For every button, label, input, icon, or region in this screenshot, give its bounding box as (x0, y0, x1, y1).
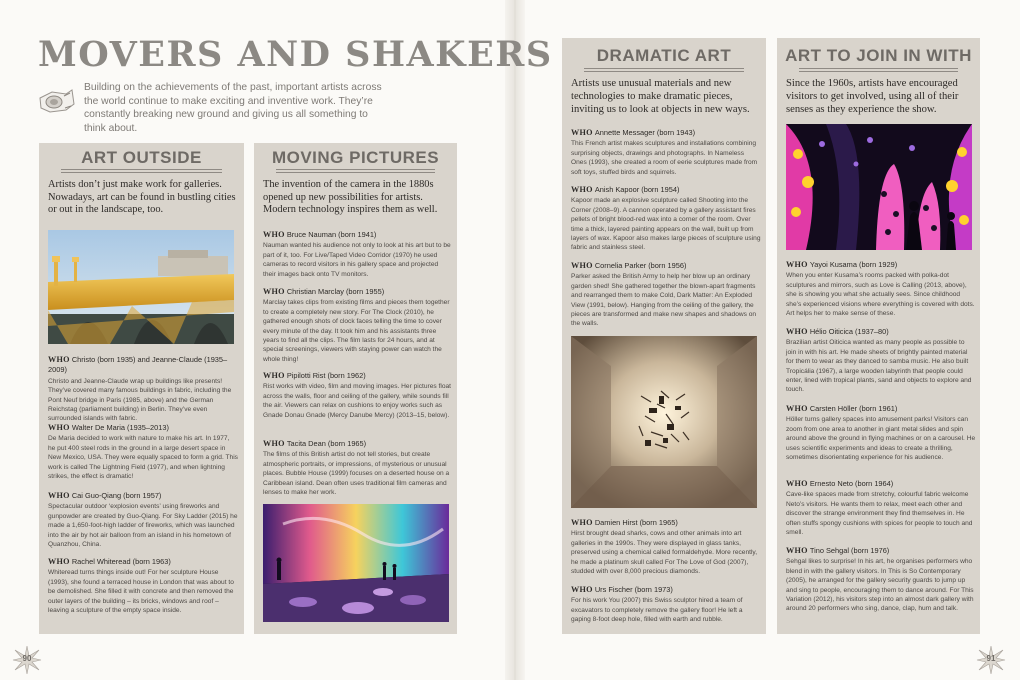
who-label: WHO (571, 261, 593, 270)
entry-whiteread (48, 557, 238, 615)
art-outside-lead: Artists don’t just make work for galleries. Nowadays, art can be found in bustling cities or out in the landscape, too. (48, 179, 236, 216)
page-number-right-text: 91 (986, 654, 996, 663)
entry-christo (48, 355, 238, 424)
entry-parker (571, 261, 761, 329)
who-label: WHO (263, 287, 285, 296)
artist-name: Cai Guo-Qiang (born 1957) (71, 491, 162, 500)
artist-text: Cave-like spaces made from stretchy, colourful fabric welcome Neto’s visitors. He wants them to relax, meet each other and discover the strange environment they find themselves in. He often stuffs spongy cushions with spices for people to touch and smell. (786, 491, 973, 537)
artist-name: Carsten Höller (born 1961) (809, 404, 898, 413)
art-to-join-heading: ART TO JOIN IN WITH (785, 46, 972, 65)
pont-neuf-illustration (48, 230, 234, 344)
artist-name: Damien Hirst (born 1965) (594, 518, 678, 527)
who-label: WHO (48, 423, 70, 432)
page-spine (505, 0, 525, 680)
page-number-left (12, 645, 42, 675)
who-label: WHO (48, 491, 70, 500)
artist-text: For his work You (2007) this Swiss sculptor hired a team of excavators to completely remove the gallery floor! He left a gaping 8-foot deep hole, filled with earth and rubble. (571, 597, 743, 624)
entry-neto (786, 479, 976, 537)
dramatic-art-lead: Artists use unusual materials and new technologies to make dramatic pieces, inviting us to look at objects in new ways. (571, 78, 750, 115)
artist-text: The films of this British artist do not tell stories, but create atmospheric portraits, or impressions, of mysterious or unusual places. Bubble House (1999) focuses on a deserted house on a Caribbean island. Dean often uses traditional film cameras and lenses to make her work. (263, 451, 450, 497)
moving-pictures-heading: MOVING PICTURES (271, 148, 440, 167)
art-to-join-lead: Since the 1960s, artists have encouraged visitors to get involved, using all of their senses as they experience the show. (786, 78, 959, 115)
dramatic-art-heading: DRAMATIC ART (596, 46, 732, 65)
rist-installation-photo (263, 504, 449, 622)
artist-text: Rist works with video, film and moving images. Her pictures float across the walls, floor and ceiling of the gallery, while sounds fill the air. Viewers can relax on cushions to enjoy works such as Gnade Donau Gnade (Mercy Danube Mercy) (2013–15, below). (263, 383, 451, 419)
artist-name: Christian Marclay (born 1955) (286, 287, 385, 296)
page-number-left-text: 90 (22, 654, 32, 663)
who-label: WHO (571, 585, 593, 594)
dramatic-art-panel (562, 38, 766, 634)
entry-dean (263, 439, 451, 497)
kusama-room-illustration (786, 124, 972, 250)
moving-pictures-lead: The invention of the camera in the 1880s opened up new possibilities for artists. Modern technology inspires them as well. (263, 179, 438, 216)
artist-text: Höller turns gallery spaces into amusement parks! Visitors can zoom from one area to another in giant metal slides and spin around above the ground in flying machines or on a carousel. He uses scientific experiments and ideas to create a thrilling, sometimes disorientating experience for his audience. (786, 416, 976, 462)
entry-cai-guo-qiang (48, 491, 238, 549)
who-label: WHO (786, 327, 808, 336)
art-to-join-panel (777, 38, 980, 634)
artist-text: Hirst brought dead sharks, cows and other animals into art galleries in the 1990s. They were displayed in glass tanks, preserved using a chemical called formaldehyde. More recently, he made a platinum skull called For The Love of God (2007), studded with over 8,000 precious diamonds. (571, 530, 758, 576)
artist-text: Spectacular outdoor ‘explosion events’ using fireworks and gunpowder are created by Guo-Qiang. For Sky Ladder (2015) he made a 1,650-foot-high ladder of fireworks, which was launched into the air by hot air balloon from an island in his hometown of Quanzhou, China. (48, 503, 238, 549)
artist-text: Nauman wanted his audience not only to look at his art but to be part of it, too. For Live/Taped Video Corridor (1970) he used cameras to record visitors in his gallery space and projected their images back onto TV monitors. (263, 242, 451, 278)
entry-fischer (571, 585, 761, 625)
intro-paragraph: Building on the achievements of the past, important artists across the world continue to make exciting and inventive work. They’re constantly breaking new ground and giving us all something to think about. (84, 82, 382, 134)
artist-name: Rachel Whiteread (born 1963) (71, 557, 171, 566)
artist-name: Urs Fischer (born 1973) (594, 585, 673, 594)
entry-kusama (786, 260, 976, 318)
who-label: WHO (263, 371, 285, 380)
artist-text: Whiteread turns things inside out! For her sculpture House (1993), she found a terraced house in London that was about to be demolished. She filled it with concrete and then removed the outer layers of the building – its bricks, windows and roof – leaving a sculpture of the empty space inside. (48, 569, 234, 615)
artist-name: Pipilotti Rist (born 1962) (286, 371, 366, 380)
who-label: WHO (571, 185, 593, 194)
artist-text: De Maria decided to work with nature to make his art. In 1977, he put 400 steel rods in the ground in a large desert space in New Mexico, USA. They were equally spaced to form a grid. This work is called The Lightning Field (1977), and when lightning strikes, the effect is dramatic! (48, 435, 238, 481)
who-label: WHO (48, 557, 70, 566)
artist-text: When you enter Kusama’s rooms packed with polka-dot sculptures and mirrors, such as Love is Calling (2013, above), she is showing you what she actually sees. Since childhood she’s experienced visions where everything is covered with dots. Art helps her to make sense of these. (786, 272, 975, 318)
artist-name: Bruce Nauman (born 1941) (286, 230, 377, 239)
who-label: WHO (571, 128, 593, 137)
artist-name: Christo (born 1935) and Jeanne-Claude (1935–2009) (48, 355, 228, 375)
artist-name: Tacita Dean (born 1965) (286, 439, 367, 448)
who-label: WHO (786, 546, 808, 555)
entry-rist (263, 371, 451, 420)
art-outside-panel (39, 143, 244, 634)
artist-text: Kapoor made an explosive sculpture called Shooting into the Corner (2008–9). A cannon operated by a gallery assistant fires pellets of bright blood-red wax into a corner of the room. Over time a thick, layered painting appears on the wall, built up from layers of wax. Kapoor also makes large pieces of sculpture using fabric and stainless steel. (571, 197, 761, 252)
entry-sehgal (786, 546, 976, 614)
page-title: MOVERS AND SHAKERS (38, 34, 553, 75)
heading-rule (799, 68, 958, 72)
who-label: WHO (786, 260, 808, 269)
entry-kapoor (571, 185, 761, 253)
entry-nauman (263, 230, 451, 279)
artist-text: Parker asked the British Army to help her blow up an ordinary garden shed! She gathered together the blown-apart fragments and rearranged them to make Cold, Dark Matter: An Exploded View (1991, below). Hanging from the ceiling of the gallery, the pieces are transformed and make new shapes and shadows on the walls. (571, 273, 757, 328)
artist-name: Yayoi Kusama (born 1929) (809, 260, 898, 269)
artist-text: Brazilian artist Oiticica wanted as many people as possible to join in with his art. He made sheets of brightly painted material for them to wear as they danced to samba music. He also built Tropicália (1967), a large wooden labyrinth that people could enter, lined with tropical plants, sand and objects to explore and touch. (786, 339, 972, 394)
artist-name: Hélio Oiticica (1937–80) (809, 327, 889, 336)
artist-name: Annette Messager (born 1943) (594, 128, 696, 137)
artist-text: Sehgal likes to surprise! In his art, he organises performers who blend in with the gallery visitors. In This is So Contemporary (2005), he arranged for the gallery security guards to jump up and sing to people, encouraging them to dance around. For This Variation (2012), his visitors step into an almost dark gallery with around 20 performers who sing, dance, clap, hum and talk. (786, 558, 974, 613)
who-label: WHO (786, 404, 808, 413)
who-label: WHO (786, 479, 808, 488)
art-outside-heading: ART OUTSIDE (81, 148, 202, 167)
cinema-lens-icon (36, 84, 78, 118)
who-label: WHO (263, 439, 285, 448)
entry-holler (786, 404, 976, 462)
artist-text: Christo and Jeanne-Claude wrap up buildings like presents! They’ve covered many famous buildings in fabric, including the Pont Neuf bridge in Paris (1985, above) and the German Reichstag (parliament building) in Berlin. They’ve even surrounded islands with fabric. (48, 377, 232, 423)
heading-rule (276, 169, 435, 173)
artist-name: Anish Kapoor (born 1954) (594, 185, 680, 194)
who-label: WHO (48, 355, 70, 364)
exploded-shed-photo (571, 336, 757, 508)
artist-text: This French artist makes sculptures and installations combining surprising objects, drawings and photographs. In Nameless Ones (1993), she created a room of eerie sculptures made from soft toys, stuffed birds and squirrels. (571, 140, 758, 176)
entry-hirst (571, 518, 761, 576)
moving-pictures-panel (254, 143, 457, 634)
artist-name: Ernesto Neto (born 1964) (809, 479, 894, 488)
rist-installation-illustration (263, 504, 449, 622)
entry-messager (571, 128, 761, 177)
entry-marclay (263, 287, 451, 364)
artist-text: Marclay takes clips from existing films and pieces them together to create a completely new story. For The Clock (2010), he gathered enough shots of clock faces telling the time to cover every minute of the day. It took him and his assistants three years to find all the clips. The film lasts for 24 hours, and at special screenings, viewers with staying power can watch the whole thing! (263, 299, 450, 363)
exploded-shed-illustration (571, 336, 757, 508)
artist-name: Cornelia Parker (born 1956) (594, 261, 687, 270)
heading-rule (61, 169, 222, 173)
entry-oiticica (786, 327, 976, 395)
artist-name: Walter De Maria (1935–2013) (71, 423, 169, 432)
page-number-right (976, 645, 1006, 675)
pont-neuf-wrapped-photo (48, 230, 234, 344)
entry-de-maria (48, 423, 238, 481)
who-label: WHO (263, 230, 285, 239)
kusama-room-photo (786, 124, 972, 250)
who-label: WHO (571, 518, 593, 527)
artist-name: Tino Sehgal (born 1976) (809, 546, 890, 555)
heading-rule (584, 68, 744, 72)
